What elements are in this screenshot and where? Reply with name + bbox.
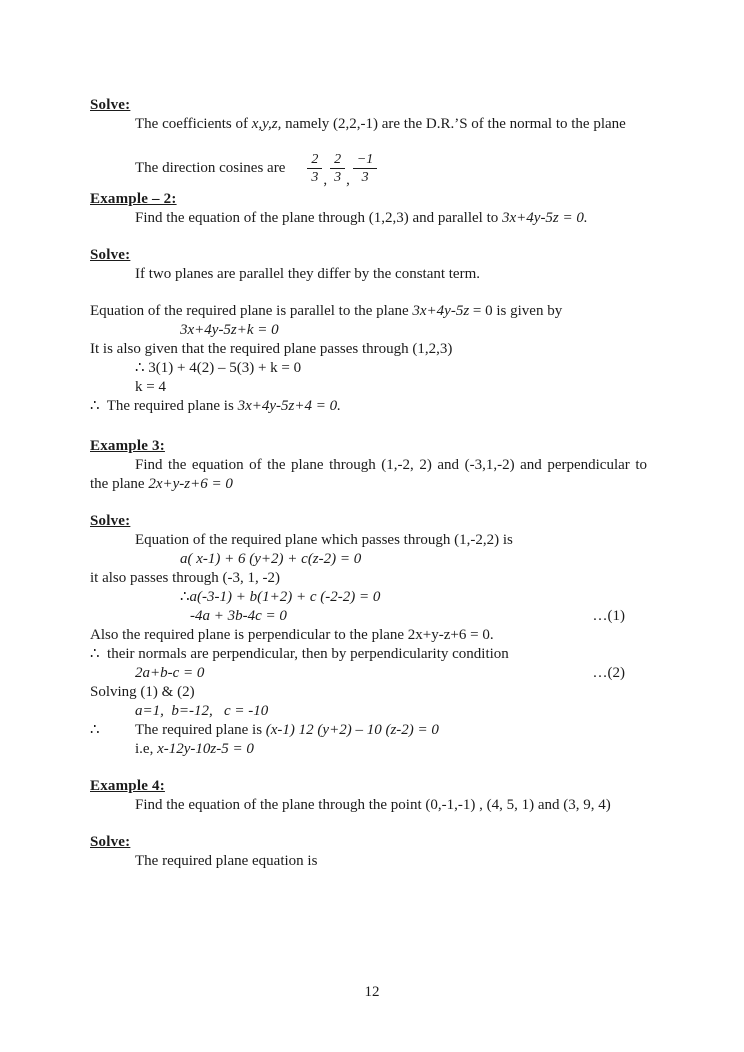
fraction-3 xyxy=(353,151,377,186)
example-2-note-text: If two planes are parallel they differ by the constant term. xyxy=(135,266,481,282)
spacer xyxy=(90,284,655,302)
example-4-step xyxy=(90,852,655,871)
direction-cosines-line xyxy=(90,146,655,190)
example-3-heading-label: Example 3: xyxy=(90,438,165,454)
example-2-passes-line xyxy=(90,340,655,359)
example-3-equation-4-text: 2a+b-c = 0 xyxy=(135,665,205,681)
general-equation-text: 3x+4y-5z+k = 0 xyxy=(180,322,279,338)
parallel-text-pre: Equation of the required plane is parallel to the plane xyxy=(90,303,413,319)
therefore-symbol: ∴ xyxy=(180,589,190,605)
example-3-result-equation: (x-1) 12 (y+2) – 10 (z-2) = 0 xyxy=(265,722,439,738)
parallel-equation: 3x+4y-5z xyxy=(412,303,470,319)
solution-values-text: a=1, b=-12, c = -10 xyxy=(135,703,269,719)
example-2-result-pre: ∴ The required plane is xyxy=(90,398,238,414)
example-3-heading xyxy=(90,437,655,456)
example-2-result xyxy=(90,397,655,416)
k-value-text: k = 4 xyxy=(135,379,166,395)
coefficients-text-post: namely (2,2,-1) are the D.R.’S of the normal to the plane xyxy=(281,116,626,132)
example-3-step4-text: ∴ their normals are perpendicular, then by perpendicularity condition xyxy=(90,646,509,662)
example-3-equation-2-text: a(-3-1) + b(1+2) + c (-2-2) = 0 xyxy=(189,589,381,605)
example-2-result-equation: 3x+4y-5z+4 = 0. xyxy=(237,398,341,414)
solve-heading-4-label: Solve: xyxy=(90,834,131,850)
example-4-problem-text: Find the equation of the plane through the point (0,-1,-1) , (4, 5, 1) and (3, 9, 4) xyxy=(135,797,611,813)
example-3-step3 xyxy=(90,626,655,645)
equation-label-1: …(1) xyxy=(592,608,625,624)
example-3-problem-text2: the plane xyxy=(90,476,149,492)
solve-heading-2-label: Solve: xyxy=(90,247,131,263)
example-3-problem-line1 xyxy=(90,456,655,475)
example-3-equation-3 xyxy=(90,607,655,626)
solve-heading-1 xyxy=(90,96,655,115)
example-3-step4 xyxy=(90,645,655,664)
coefficients-text-pre: The coefficients of xyxy=(135,116,252,132)
example-3-result2-pre: i.e, xyxy=(135,741,158,757)
example-3-step1-text: Equation of the required plane which passes through (1,-2,2) is xyxy=(135,532,513,548)
equation-label-2: …(2) xyxy=(592,665,625,681)
fraction-1 xyxy=(307,151,322,186)
fraction-1-numerator: 2 xyxy=(307,151,322,169)
example-4-heading-label: Example 4: xyxy=(90,778,165,794)
example-3-equation-1 xyxy=(90,550,655,569)
fraction-2-numerator: 2 xyxy=(330,151,345,169)
example-3-equation-3-text: -4a + 3b-4c = 0 xyxy=(190,608,287,624)
example-3-step2-text: it also passes through (-3, 1, -2) xyxy=(90,570,280,586)
fraction-3-numerator: −1 xyxy=(353,151,377,169)
example-3-step3-text: Also the required plane is perpendicular to the plane 2x+y-z+6 = 0. xyxy=(90,627,494,643)
coefficients-variables: x,y,z, xyxy=(251,116,282,132)
example-3-problem-equation: 2x+y-z+6 = 0 xyxy=(148,476,233,492)
solve-heading-4 xyxy=(90,833,655,852)
example-3-equation-2 xyxy=(90,588,655,607)
example-3-problem-line2 xyxy=(90,475,655,494)
fraction-1-denominator: 3 xyxy=(311,169,319,185)
example-2-problem-text: Find the equation of the plane through (1,2,3) and parallel to xyxy=(135,210,502,226)
example-4-heading xyxy=(90,777,655,796)
example-2-general-equation xyxy=(90,321,655,340)
example-2-k-value xyxy=(90,378,655,397)
example-3-step2 xyxy=(90,569,655,588)
fraction-2 xyxy=(330,151,345,186)
example-3-result-pre: The required plane is xyxy=(135,722,266,738)
example-4-problem xyxy=(90,796,655,815)
spacer xyxy=(90,416,655,437)
coefficients-line xyxy=(90,115,655,134)
fraction-separator: , xyxy=(323,172,328,188)
example-3-equation-1-text: a( x-1) + 6 (y+2) + c(z-2) = 0 xyxy=(180,551,362,567)
direction-cosines-label: The direction cosines are xyxy=(135,159,286,176)
fraction-3-denominator: 3 xyxy=(361,169,369,185)
spacer xyxy=(90,228,655,246)
example-3-step1 xyxy=(90,531,655,550)
example-3-equation-4 xyxy=(90,664,655,683)
solve-heading-3-label: Solve: xyxy=(90,513,131,529)
example-3-solution-values xyxy=(90,702,655,721)
page-number: 12 xyxy=(364,984,380,1000)
example-2-substitution xyxy=(90,359,655,378)
solve-heading-3 xyxy=(90,512,655,531)
example-2-note xyxy=(90,265,655,284)
example-2-heading xyxy=(90,190,655,209)
example-2-problem-equation: 3x+4y-5z = 0. xyxy=(502,210,588,226)
solve-heading-2 xyxy=(90,246,655,265)
example-3-result2-equation: x-12y-10z-5 = 0 xyxy=(157,741,254,757)
example-3-problem-text1: Find the equation of the plane through (1,-2, 2) and (-3,1,-2) and perpendicular to xyxy=(135,457,648,473)
fraction-2-denominator: 3 xyxy=(334,169,342,185)
spacer xyxy=(90,494,655,512)
therefore-symbol: ∴ xyxy=(90,722,100,738)
example-3-step5 xyxy=(90,683,655,702)
substitution-text: ∴ 3(1) + 4(2) – 5(3) + k = 0 xyxy=(135,360,302,376)
example-2-heading-label: Example – 2: xyxy=(90,191,177,207)
fraction-separator: , xyxy=(346,172,350,188)
example-3-result-simplified xyxy=(90,740,655,759)
parallel-text-post: = 0 is given by xyxy=(469,303,563,319)
spacer xyxy=(90,815,655,833)
example-4-step-text: The required plane equation is xyxy=(135,853,318,869)
example-3-result xyxy=(90,721,655,740)
passes-text: It is also given that the required plane passes through (1,2,3) xyxy=(90,341,453,357)
example-2-problem xyxy=(90,209,655,228)
spacer xyxy=(90,759,655,777)
example-3-step5-text: Solving (1) & (2) xyxy=(90,684,195,700)
solve-heading-1-label: Solve: xyxy=(90,97,131,113)
example-2-parallel-line xyxy=(90,302,655,321)
